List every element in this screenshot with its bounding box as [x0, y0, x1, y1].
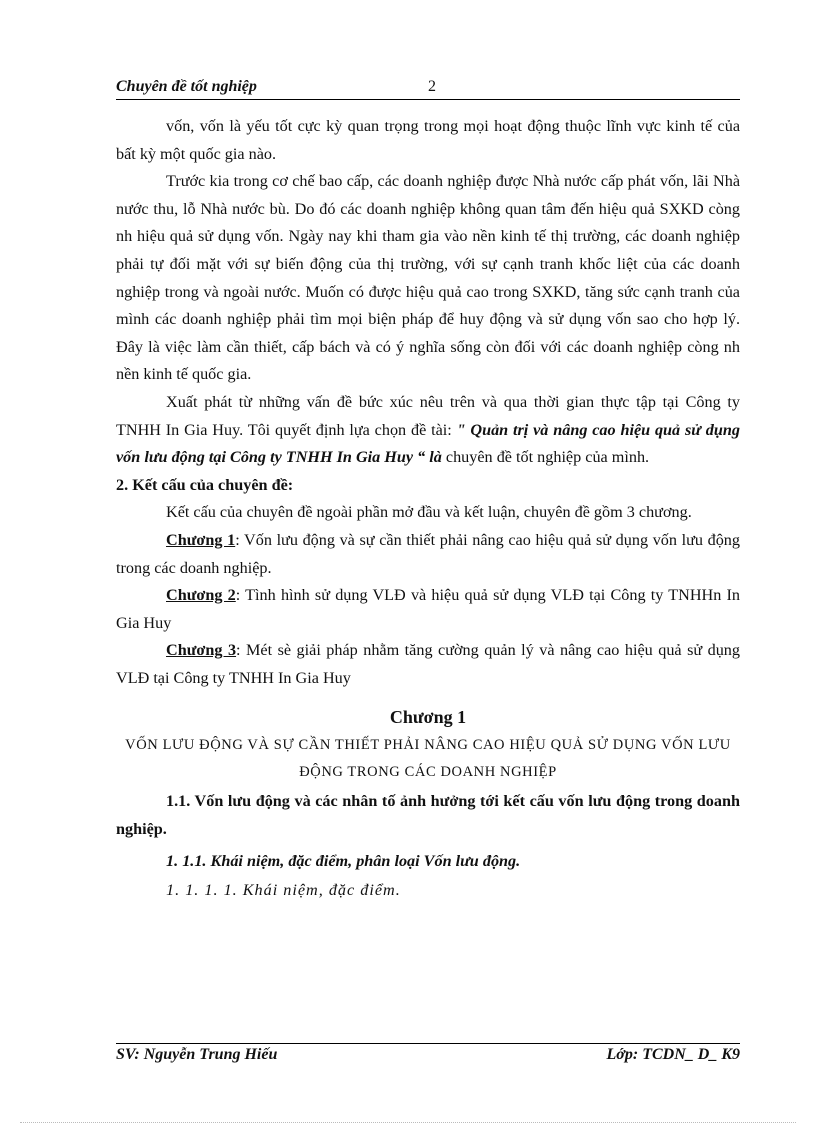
section-1-1-1-1-heading: 1. 1. 1. 1. Khái niệm, đặc điểm. — [166, 881, 401, 900]
paragraph-3 — [116, 389, 740, 472]
section-1-1-1-heading: 1. 1.1. Khái niệm, đặc điểm, phân loại Vốn lưu động. — [166, 851, 521, 870]
chapter-2-summary — [116, 582, 740, 637]
chapter-3-summary — [116, 637, 740, 692]
paragraph-2: Trước kia trong cơ chế bao cấp, các doanh nghiệp được Nhà nước cấp phát vốn, lãi Nhà nước thu, lỗ Nhà nước bù. Do đó các doanh nghiệp không quan tâm đến hiệu quả SXKD còng nh hiệu quả sử dụng vốn. Ngày nay khi tham gia vào nền kinh tế thị trường, các doanh nghiệp phải tự đối mặt với sự biến động của thị trường, với sự cạnh tranh khốc liệt của các doanh nghiệp trong và ngoài nước. Muốn có được hiệu quả cao trong SXKD, tăng sức cạnh tranh của mình các doanh nghiệp phải tìm mọi biện pháp để huy động và sử dụng vốn sao cho hợp lý. Đây là việc làm cần thiết, cấp bách và có ý nghĩa sống còn đối với các doanh nghiệp còng nh nền kinh tế quốc gia. — [116, 172, 740, 384]
paragraph-1: vốn, vốn là yếu tốt cực kỳ quan trọng trong mọi hoạt động thuộc lĩnh vực kinh tế của bất kỳ một quốc gia nào. — [116, 117, 740, 163]
chapter-1-label: Chương 1 — [166, 530, 236, 549]
chapter-2-label: Chương 2 — [166, 586, 236, 605]
chapter-1-summary — [116, 527, 740, 582]
topic-title: " Quản trị và nâng cao hiệu quả sử dụng vốn lưu động tại Công ty TNHH In Gia Huy “ là — [116, 420, 740, 467]
chapter-3-text: : Mét sè giải pháp nhằm tăng cường quản lý và nâng cao hiệu quả sử dụng VLĐ tại Công ty TNHH In Gia Huy — [116, 641, 740, 687]
chapter-one-subtitle: VỐN LƯU ĐỘNG VÀ SỰ CẦN THIẾT PHẢI NÂNG CAO HIỆU QUẢ SỬ DỤNG VỐN LƯU ĐỘNG TRONG CÁC DOANH NGHIỆP — [125, 737, 731, 781]
chapter-1-text: : Vốn lưu động và sự cần thiết phải nâng cao hiệu quả sử dụng vốn lưu động trong các doanh nghiệp. — [116, 530, 740, 577]
header-rule — [116, 99, 740, 100]
chapter-3-label: Chương 3 — [166, 641, 237, 660]
paragraph-3-start: Xuất phát từ những vấn đề bức xúc nêu trên và qua thời gian thực tập tại Công ty TNHH In Gia Huy. Tôi quyết định lựa chọn đề tài: — [116, 392, 740, 439]
header-title: Chuyên đề tốt nghiệp — [116, 78, 257, 95]
section-1-1-heading: 1.1. Vốn lưu động và các nhân tố ảnh hưởng tới kết cấu vốn lưu động trong doanh nghiệp. — [116, 792, 740, 839]
section-2-intro: Kết cấu của chuyên đề ngoài phần mở đầu và kết luận, chuyên đề gồm 3 chương. — [166, 503, 692, 522]
chapter-one-title: Chương 1 — [389, 707, 467, 728]
page-number: 2 — [428, 78, 436, 95]
paragraph-3-end: chuyên đề tốt nghiệp của mình. — [441, 448, 650, 467]
section-2-heading: 2. Kết cấu của chuyên đề: — [116, 475, 294, 494]
footer-student: SV: Nguyễn Trung Hiếu — [116, 1046, 278, 1063]
chapter-2-text: : Tình hình sử dụng VLĐ và hiệu quả sử dụng VLĐ tại Công ty TNHHn In Gia Huy — [116, 586, 740, 632]
page-header — [116, 76, 740, 98]
footer-rule — [116, 1043, 740, 1044]
footer-class: Lớp: TCDN_ D_ K9 — [606, 1046, 740, 1063]
page-footer — [116, 1046, 740, 1068]
page-body — [116, 113, 740, 905]
